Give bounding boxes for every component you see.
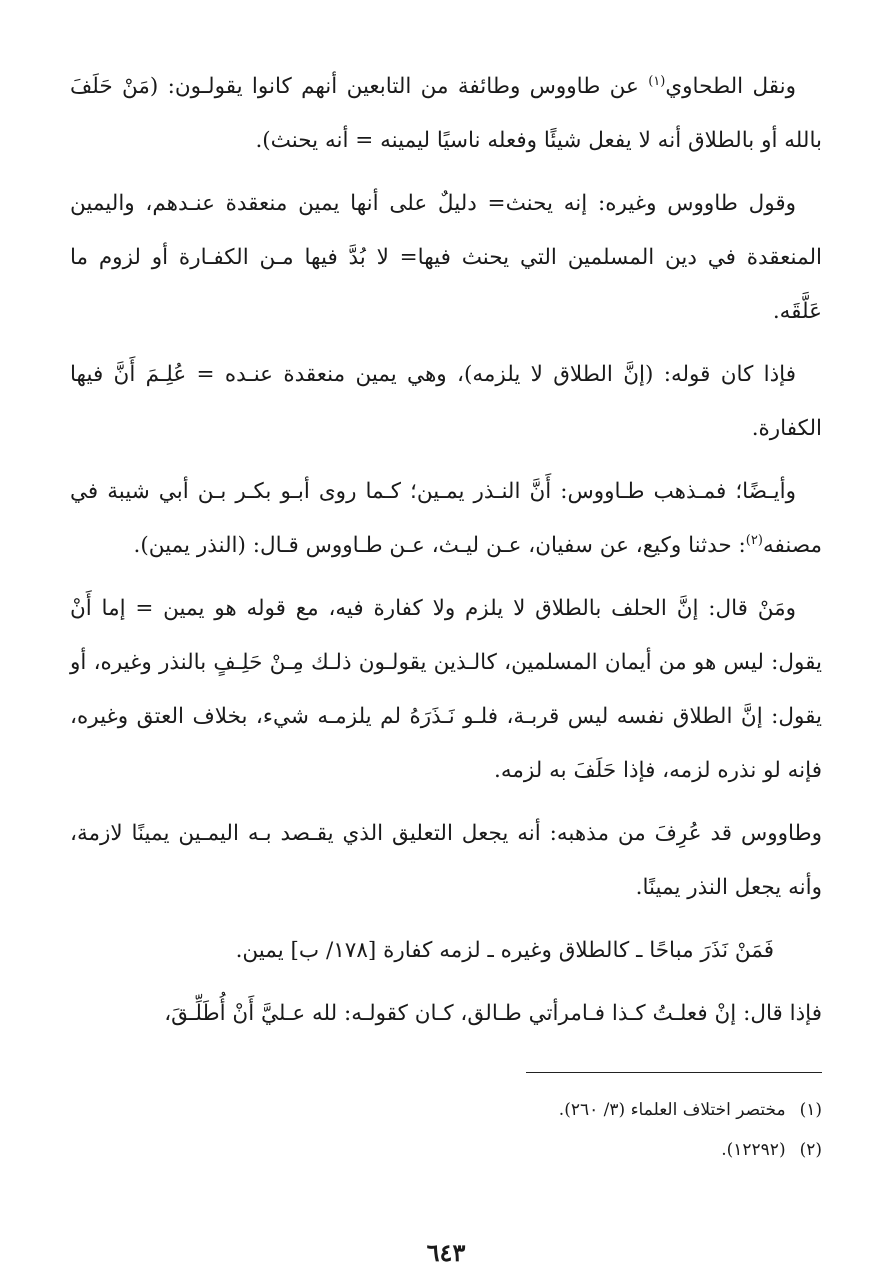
footnote-reference-1: (١) (648, 73, 666, 89)
footnote-divider (526, 1072, 822, 1073)
footnote-text: (١٢٢٩٢). (721, 1140, 786, 1160)
paragraph-text: عن طاووس وطائفة من التابعين أنهم كانوا يقولـون: (مَنْ حَلَفَ بالله أو بالطلاق أنه لا يفعل شيئًا وفعله ناسيًا ليمينه = أنه يحنث). (70, 74, 822, 153)
paragraph-text: : حدثنا وكيع، عن سفيان، عـن ليـث، عـن طـاووس قـال: (النذر يمين). (133, 533, 746, 558)
main-text (70, 60, 822, 1041)
footnote-reference-2: (٢) (745, 532, 763, 548)
footnote-2 (70, 1130, 822, 1170)
footnote-number: (١) (799, 1100, 822, 1120)
paragraph-5: ومَنْ قال: إنَّ الحلف بالطلاق لا يلزم ولا كفارة فيه، مع قوله هو يمين = إما أَنْ يقول: ليس هو من أيمان المسلمين، كالـذين يقولـون ذلـك مِـنْ حَلِـفٍ بالنذر وغيره، أو يقول: إنَّ الطلاق نفسه ليس قربـة، فلـو نَـذَرَهُ لم يلزمـه شيء، بخلاف العتق وغيره، فإنه لو نذره لزمه، فإذا حَلَفَ به لزمه. (70, 596, 822, 783)
book-page (70, 60, 822, 1267)
paragraph-1 (70, 60, 822, 168)
footnotes (70, 1090, 822, 1170)
footnote-number: (٢) (799, 1140, 822, 1160)
paragraph-7: فَمَنْ نَذَرَ مباحًا ـ كالطلاق وغيره ـ لزمه كفارة [١٧٨/ ب] يمين. (235, 938, 774, 963)
page-number: ٦٤٣ (426, 1238, 466, 1267)
paragraph-2: وقول طاووس وغيره: إنه يحنث= دليلٌ على أنها يمين منعقدة عنـدهم، واليمين المنعقدة في دين المسلمين التي يحنث فيها= لا بُدَّ فيها مـن الكفـارة أو لزوم ما عَلَّقَه. (70, 191, 822, 324)
paragraph-4 (70, 465, 822, 573)
paragraph-8: فإذا قال: إنْ فعلـتُ كـذا فـامرأتي طـالق، كـان كقولـه: لله عـليَّ أَنْ أُطَلِّـقَ، (164, 1001, 822, 1026)
footnote-1 (70, 1090, 822, 1130)
footnote-text: مختصر اختلاف العلماء (٣/ ٢٦٠). (558, 1100, 786, 1120)
paragraph-3: فإذا كان قوله: (إنَّ الطلاق لا يلزمه)، وهي يمين منعقدة عنـده = عُلِـمَ أَنَّ فيها الكفارة. (70, 362, 822, 441)
paragraph-text: ونقل الطحاوي (665, 74, 796, 99)
paragraph-text: وأيـضًا؛ فمـذهب طـاووس: أَنَّ النـذر يمـين؛ كـما روى أبـو بكـر بـن أبي شيبة في مصنفه (70, 479, 822, 558)
paragraph-6: وطاووس قد عُرِفَ من مذهبه: أنه يجعل التعليق الذي يقـصد بـه اليمـين يمينًا لازمة، وأنه يجعل النذر يمينًا. (70, 821, 822, 900)
